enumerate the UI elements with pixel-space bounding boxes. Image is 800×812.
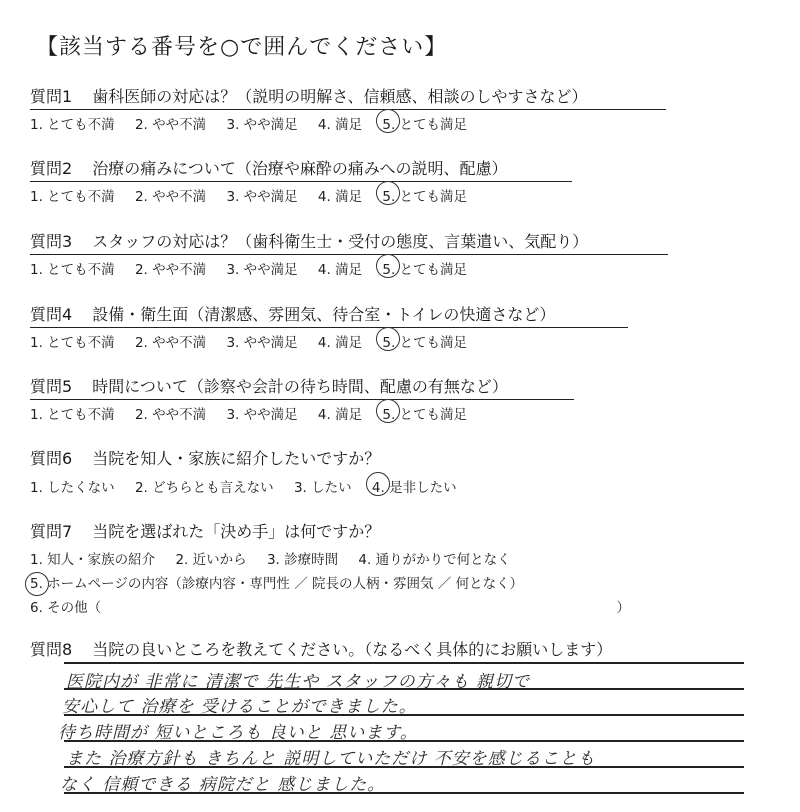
q7-option-1[interactable]: 1. 知人・家族の紹介 — [30, 552, 156, 568]
question-7-text: 当院を選ばれた「決め手」は何ですか？ — [92, 522, 381, 541]
question-1 — [30, 84, 588, 107]
q4-option-2[interactable]: 2. やや不満 — [134, 335, 207, 351]
question-3-underline — [30, 254, 668, 256]
question-6-options — [30, 476, 473, 496]
question-7-label: 質問7 — [30, 522, 73, 541]
question-1-options — [30, 113, 483, 133]
question-2 — [30, 156, 508, 179]
handwritten-answer-line-1: 医院内が 非常に 清潔で 先生や スタッフの方々も 親切で — [66, 672, 531, 692]
question-8-label: 質問8 — [30, 640, 73, 659]
question-5 — [30, 374, 508, 397]
q7-option-6-label[interactable]: 6. その他（ — [30, 600, 102, 616]
q5-option-1[interactable]: 1. とても不満 — [30, 407, 115, 423]
question-2-options — [30, 185, 483, 205]
question-6-label: 質問6 — [30, 449, 73, 468]
q1-option-4[interactable]: 4. 満足 — [317, 117, 363, 133]
question-5-label: 質問5 — [30, 377, 73, 396]
q5-option-5-selected[interactable]: 5. とても満足 — [382, 403, 467, 423]
q6-option-2[interactable]: 2. どちらとも言えない — [134, 480, 274, 496]
page-title: 【該当する番号を○で囲んでください】 — [36, 35, 448, 60]
q7-option-3[interactable]: 3. 診療時間 — [266, 552, 339, 568]
q1-option-3[interactable]: 3. やや満足 — [226, 117, 298, 133]
question-2-label: 質問2 — [30, 159, 73, 178]
handwritten-answer-line-4: また 治療方針も きちんと 説明していただけ 不安を感じることも — [66, 749, 596, 769]
question-1-label: 質問1 — [30, 87, 73, 106]
q6-option-3[interactable]: 3. したい — [293, 480, 352, 496]
question-8 — [30, 637, 612, 660]
question-2-text: 治療の痛みについて（治療や麻酔の痛みへの説明、配慮） — [92, 159, 508, 178]
q5-option-4[interactable]: 4. 満足 — [317, 407, 363, 423]
q3-option-2[interactable]: 2. やや不満 — [134, 262, 207, 278]
q7-option-5-text: ホームページの内容（診療内容・専門性 ／ 院長の人柄・雰囲気 ／ 何となく） — [47, 576, 524, 592]
q2-option-2[interactable]: 2. やや不満 — [134, 189, 207, 205]
q7-option-5-number-selected[interactable]: 5. — [30, 576, 43, 592]
q2-option-1[interactable]: 1. とても不満 — [30, 189, 115, 205]
question-5-underline — [30, 399, 574, 401]
question-8-text: 当院の良いところを教えてください。（なるべく具体的にお願いします） — [92, 640, 613, 659]
question-3 — [30, 229, 588, 252]
q3-option-1[interactable]: 1. とても不満 — [30, 262, 115, 278]
q1-option-5-selected[interactable]: 5. とても満足 — [382, 113, 467, 133]
q2-option-4[interactable]: 4. 満足 — [317, 189, 363, 205]
handwritten-answer-line-3: 待ち時間が 短いところも 良いと 思います。 — [58, 723, 418, 743]
q4-option-1[interactable]: 1. とても不満 — [30, 335, 115, 351]
q2-option-5-selected[interactable]: 5. とても満足 — [382, 185, 467, 205]
q7-option-4[interactable]: 4. 通りがかりで何となく — [358, 552, 511, 568]
question-6 — [30, 446, 380, 469]
question-5-text: 時間について（診察や会計の待ち時間、配慮の有無など） — [92, 377, 508, 396]
q3-option-3[interactable]: 3. やや満足 — [226, 262, 298, 278]
question-6-text: 当院を知人・家族に紹介したいですか？ — [92, 449, 381, 468]
q1-option-1[interactable]: 1. とても不満 — [30, 117, 115, 133]
answer-rule-1 — [64, 662, 744, 664]
question-4-label: 質問4 — [30, 305, 73, 324]
q2-option-3[interactable]: 3. やや満足 — [226, 189, 298, 205]
handwritten-answer-line-2: 安心して 治療を 受けることができました。 — [62, 697, 417, 717]
q5-option-3[interactable]: 3. やや満足 — [226, 407, 298, 423]
q7-option-2[interactable]: 2. 近いから — [175, 552, 247, 568]
question-4 — [30, 302, 555, 325]
question-2-underline — [30, 181, 572, 183]
q3-option-5-selected[interactable]: 5. とても満足 — [382, 258, 467, 278]
question-1-text: 歯科医師の対応は？（説明の明解さ、信頼感、相談のしやすさなど） — [92, 87, 588, 106]
question-7 — [30, 519, 380, 542]
question-5-options — [30, 403, 483, 423]
q3-option-4[interactable]: 4. 満足 — [317, 262, 363, 278]
q4-option-5-selected[interactable]: 5. とても満足 — [382, 331, 467, 351]
question-7-option-6 — [30, 596, 630, 616]
handwritten-answer-line-5: なく 信頼できる 病院だと 感じました。 — [60, 775, 386, 795]
question-3-options — [30, 258, 483, 278]
q5-option-2[interactable]: 2. やや不満 — [134, 407, 207, 423]
question-4-text: 設備・衛生面（清潔感、雰囲気、待合室・トイレの快適さなど） — [92, 305, 556, 324]
q7-option-6-close: ） — [616, 600, 630, 616]
q1-option-2[interactable]: 2. やや不満 — [134, 117, 207, 133]
question-4-underline — [30, 327, 628, 329]
question-3-text: スタッフの対応は？（歯科衛生士・受付の態度、言葉遣い、気配り） — [92, 232, 589, 251]
question-7-options-line1 — [30, 548, 527, 568]
question-4-options — [30, 331, 483, 351]
q6-option-4-selected[interactable]: 4. 是非したい — [372, 476, 457, 496]
question-1-underline — [30, 109, 666, 111]
question-7-options-line2 — [30, 572, 523, 592]
question-3-label: 質問3 — [30, 232, 73, 251]
q4-option-3[interactable]: 3. やや満足 — [226, 335, 298, 351]
q4-option-4[interactable]: 4. 満足 — [317, 335, 363, 351]
q6-option-1[interactable]: 1. したくない — [30, 480, 115, 496]
